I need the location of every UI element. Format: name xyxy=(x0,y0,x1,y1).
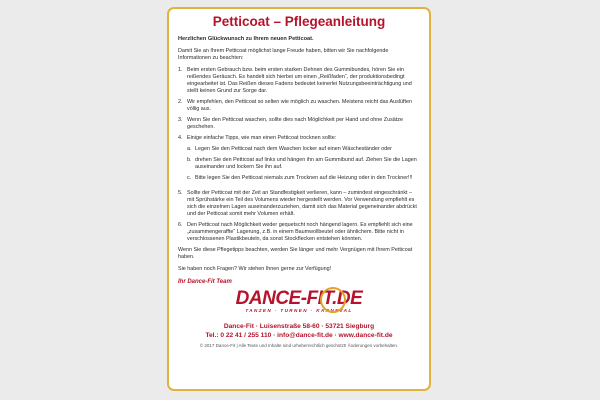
copyright-notice: © 2017 Dance-Fit | Alle Texte und Inhalte sind urheberrechtlich geschützt! Änderungen vorbehalten. xyxy=(199,343,399,348)
logo-ring-icon xyxy=(320,287,346,313)
sublist-text: Legen Sie den Petticoat nach dem Waschen locker auf einen Wäscheständer oder xyxy=(195,146,392,152)
list-number: 3. xyxy=(178,117,183,123)
instruction-list xyxy=(178,67,420,243)
drying-tips-sublist xyxy=(187,146,420,182)
list-item xyxy=(178,117,420,131)
page-title: Petticoat – Pflegeanleitung xyxy=(212,14,386,29)
list-text: Den Petticoat nach Möglichkeit weder gequetscht noch hängend lagern. Es empfiehlt sich eine „zusammengeraffte“ Lagerung, z.B. in einem Baumwollbeutel oder ähnlichem. Bitte nicht in verschlossenen Plastikbeuteln, da sonst Stockflecken entstehen könnten. xyxy=(187,222,413,242)
list-text: Beim ersten Gebrauch bzw. beim ersten starken Dehnen des Gummibundes, hören Sie ein reißendes Geräusch. Es handelt sich hierbei um einen „Reißfaden“, der produktionsbedingt eingearbeitet ist. Das Reißen dieses Fadens bedeutet keinerlei Nutzungsbeeinträchtigung und stellt keinen Grund zur Sorge dar. xyxy=(187,67,412,94)
sublist-letter: c. xyxy=(187,175,192,181)
care-instructions-card xyxy=(167,7,431,391)
list-number: 4. xyxy=(178,135,183,141)
greeting: Herzlichen Glückwunsch zu Ihrem neuen Petticoat. xyxy=(178,36,314,42)
team-signature: Ihr Dance-Fit Team xyxy=(178,279,232,285)
sublist-item xyxy=(187,146,420,153)
list-number: 6. xyxy=(178,222,183,228)
list-item xyxy=(178,190,420,218)
list-number: 1. xyxy=(178,67,183,73)
list-number: 2. xyxy=(178,99,183,105)
list-item xyxy=(178,67,420,95)
intro-text: Damit Sie an Ihrem Petticoat möglichst lange Freude haben, bitten wir Sie nachfolgende Informationen zu beachten: xyxy=(178,48,389,61)
logo-tagline: TANZEN · TURNEN · KARNEVAL xyxy=(245,308,353,313)
list-text: Sollte der Petticoat mit der Zeit an Standfestigkeit verlieren, kann – zumindest eingeschränkt – mit Sprühstärke ein Teil des Volumens wieder hergestellt werden. Vor Verwendung empfiehlt es sich die einzelnen Lagen auseinanderzuziehen, damit sich das Material gegeneinander abdrückt und der Petticoat somit mehr Volumen erhält. xyxy=(187,190,417,217)
address-line: Dance-Fit · Luisenstraße 58-60 · 53721 Siegburg xyxy=(223,323,375,330)
sublist-item xyxy=(187,175,420,182)
list-text: Wenn Sie den Petticoat waschen, sollte dies nach Möglichkeit per Hand und ohne Zusätze geschehen. xyxy=(187,117,403,130)
sublist-item xyxy=(187,157,420,171)
list-item xyxy=(178,99,420,113)
list-text: Einige einfache Tipps, wie man einen Petticoat trocknen sollte: xyxy=(187,135,337,141)
sublist-text: Bitte legen Sie den Petticoat niemals zum Trocknen auf die Heizung oder in den Trockner!!! xyxy=(195,175,413,181)
list-number: 5. xyxy=(178,190,183,196)
logo-text: DANCE-FIT.DE xyxy=(235,288,363,309)
list-item xyxy=(178,135,420,186)
questions-text: Sie haben noch Fragen? Wir stehen Ihnen gerne zur Verfügung! xyxy=(178,266,332,272)
contact-line: Tel.: 0 22 41 / 255 110 · info@dance-fit.de · www.dance-fit.de xyxy=(205,332,393,339)
sublist-letter: a. xyxy=(187,146,192,152)
sublist-text: drehen Sie den Petticoat auf links und hängen ihn am Gummibund auf. Ziehen Sie die Lagen auseinander und lockern Sie ihn auf. xyxy=(195,157,417,170)
sublist-letter: b. xyxy=(187,157,192,163)
brand-logo xyxy=(178,289,420,319)
closing-text: Wenn Sie diese Pflegetipps beachten, werden Sie länger und mehr Vergnügen mit Ihrem Petticoat haben. xyxy=(178,247,413,260)
list-text: Wir empfehlen, den Petticoat so selten wie möglich zu waschen. Meistens reicht das Auslüften völlig aus. xyxy=(187,99,413,112)
list-item xyxy=(178,222,420,243)
